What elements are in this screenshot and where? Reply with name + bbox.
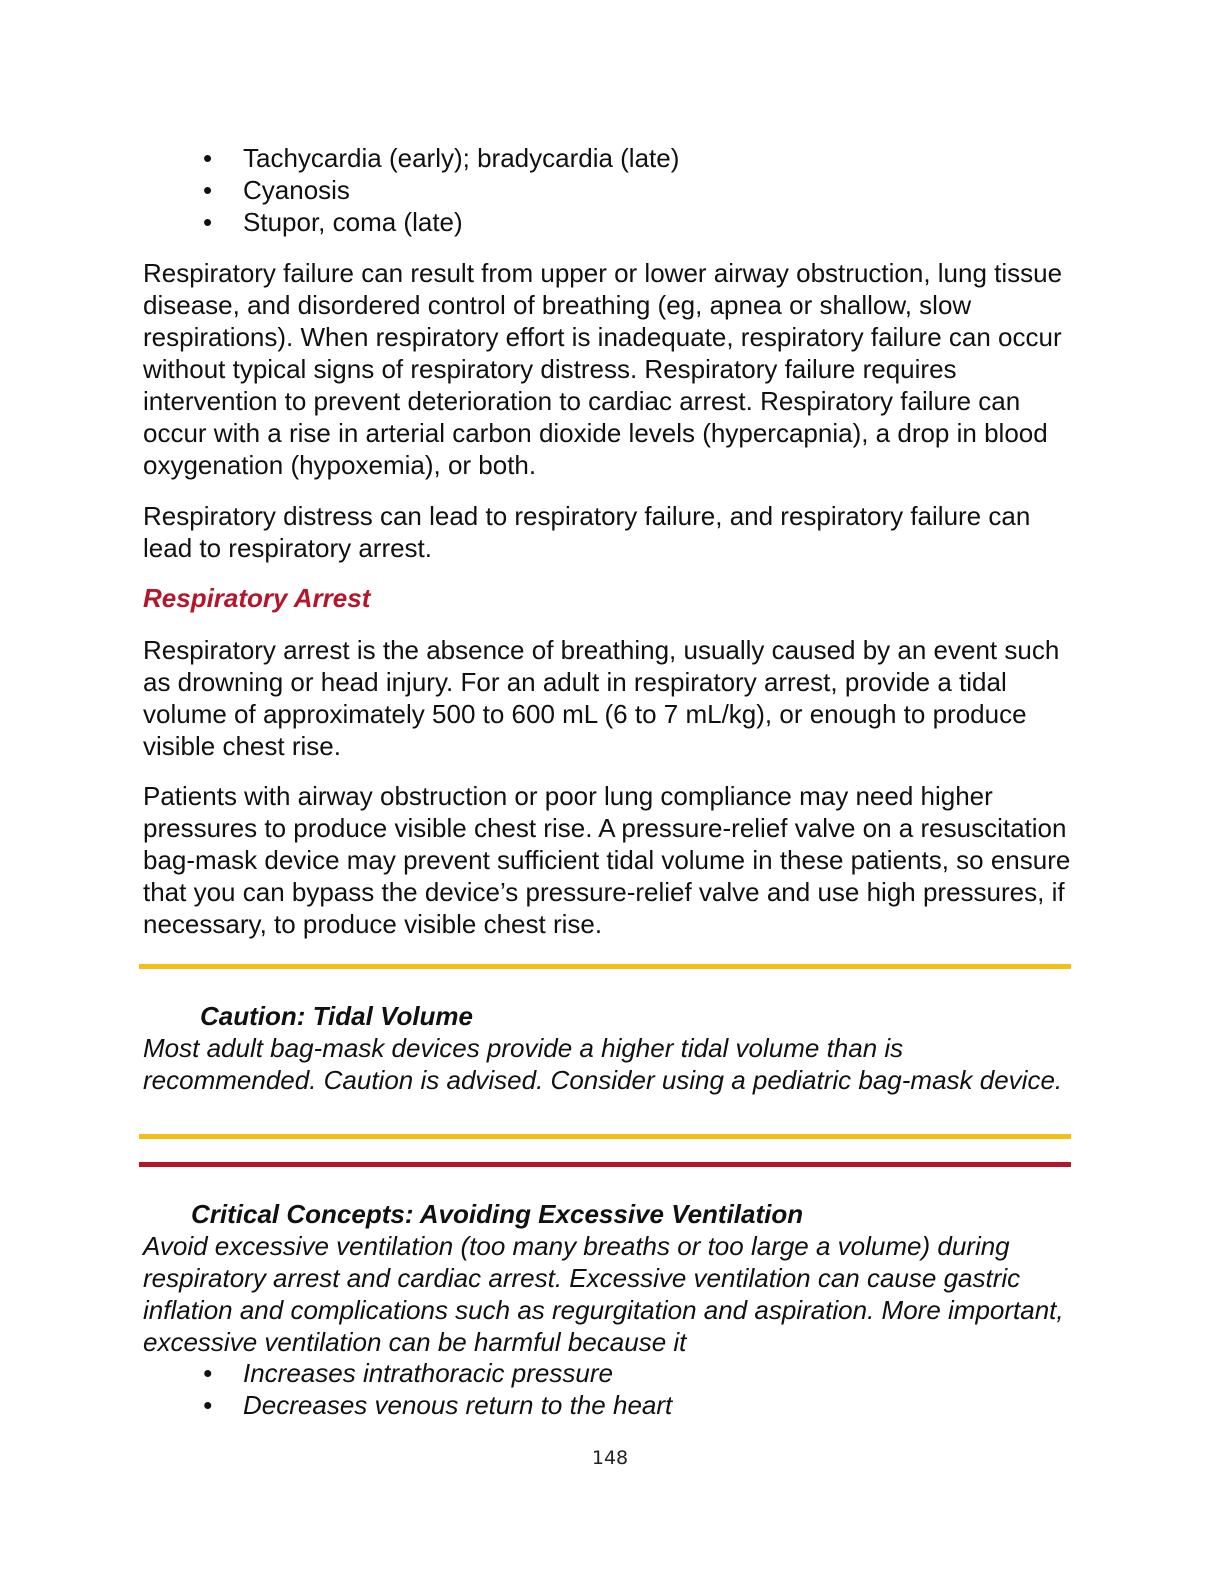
- caution-top-rule: [139, 964, 1071, 969]
- caution-bottom-rule: [139, 1134, 1071, 1139]
- critical-top-rule: [139, 1162, 1071, 1167]
- list-item: • Increases intrathoracic pressure: [203, 1358, 613, 1388]
- list-item: • Decreases venous return to the heart: [203, 1390, 673, 1420]
- failure-causes-paragraph: Respiratory failure can result from upper or lower airway obstruction, lung tissue disease, and disordered control of breathing (eg, apnea or shallow, slow respirations). When respiratory effort is inadequate, respiratory failure can occur without typical signs of respiratory distress. Respiratory failure requires intervention to prevent deterioration to cardiac arrest. Respiratory failure can occur with a rise in arterial carbon dioxide levels (hypercapnia), a drop in blood oxygenation (hypoxemia), or both.: [143, 258, 1063, 480]
- pressure-relief-paragraph: Patients with airway obstruction or poor lung compliance may need higher pressures to produce visible chest rise. A pressure-relief valve on a resuscitation bag-mask device may prevent sufficient tidal volume in these patients, so ensure that you can bypass the device’s pressure-relief valve and use high pressures, if necessary, to produce visible chest rise.: [143, 781, 1071, 939]
- list-item: • Cyanosis: [203, 175, 350, 205]
- page-number: 148: [591, 1447, 629, 1469]
- bullet-icon: •: [203, 207, 213, 237]
- section-heading: Respiratory Arrest: [143, 583, 371, 613]
- progression-paragraph: Respiratory distress can lead to respiratory failure, and respiratory failure can lead to respiratory arrest.: [143, 501, 1031, 563]
- list-item: • Stupor, coma (late): [203, 207, 463, 237]
- harm-list: [203, 1357, 672, 1421]
- bullet-icon: •: [203, 1390, 213, 1420]
- bullet-icon: •: [203, 143, 213, 173]
- caution-body: Most adult bag-mask devices provide a higher tidal volume than is recommended. Caution is advised. Consider using a pediatric bag-mask device.: [143, 1033, 1063, 1095]
- symptom-list: [203, 142, 679, 238]
- caution-title: Caution: Tidal Volume: [200, 1001, 474, 1031]
- bullet-icon: •: [203, 175, 213, 205]
- critical-concepts-body: Avoid excessive ventilation (too many breaths or too large a volume) during respiratory arrest and cardiac arrest. Excessive ventilation can cause gastric inflation and complications such as regurgitation and aspiration. More important, excessive ventilation can be harmful because it: [143, 1231, 1064, 1357]
- list-item: • Tachycardia (early); bradycardia (late): [203, 143, 680, 173]
- respiratory-arrest-paragraph: Respiratory arrest is the absence of breathing, usually caused by an event such as drowning or head injury. For an adult in respiratory arrest, provide a tidal volume of approximately 500 to 600 mL (6 to 7 mL/kg), or enough to produce visible chest rise.: [143, 635, 1060, 761]
- critical-concepts-title: Critical Concepts: Avoiding Excessive Ventilation: [191, 1199, 804, 1229]
- bullet-icon: •: [203, 1358, 213, 1388]
